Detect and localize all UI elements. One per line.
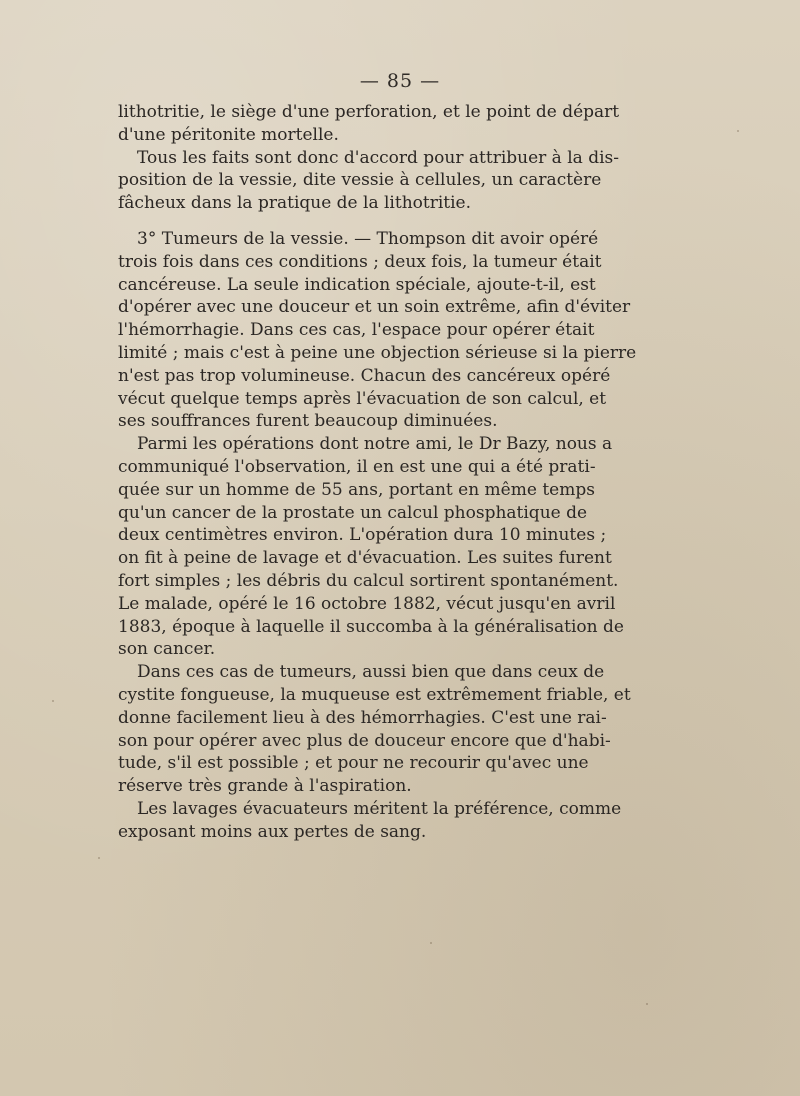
text-line: fort simples ; les débris du calcul sortirent spontanément. — [118, 570, 619, 591]
text-line: réserve très grande à l'aspiration. — [118, 776, 412, 797]
text-line: exposant moins aux pertes de sang. — [118, 821, 427, 842]
text-line: ses souffrances furent beaucoup diminuées. — [118, 411, 498, 432]
text-line: limité ; mais c'est à peine une objection sérieuse si la pierre — [118, 342, 637, 363]
text-line: quée sur un homme de 55 ans, portant en même temps — [118, 479, 595, 500]
text-line: deux centimètres environ. L'opération dura 10 minutes ; — [118, 525, 607, 546]
text-line: cancéreuse. La seule indication spéciale, ajoute-t-il, est — [118, 274, 596, 295]
text-line: d'opérer avec une douceur et un soin extrême, afin d'éviter — [118, 297, 631, 318]
text-line: communiqué l'observation, il en est une qui a été prati- — [118, 456, 596, 477]
paper-speck — [646, 1003, 648, 1005]
paper-speck — [430, 942, 432, 944]
text-line: Les lavages évacuateurs méritent la préférence, comme — [137, 798, 622, 819]
text-line: 1883, époque à laquelle il succomba à la généralisation de — [118, 616, 624, 637]
text-line: 3° Tumeurs de la vessie. — Thompson dit avoir opéré — [137, 228, 599, 249]
text-line: cystite fongueuse, la muqueuse est extrêmement friable, et — [118, 684, 631, 705]
text-line: Dans ces cas de tumeurs, aussi bien que dans ceux de — [137, 662, 605, 683]
body-text — [118, 101, 637, 844]
section-gap — [118, 215, 584, 228]
text-line: l'hémorrhagie. Dans ces cas, l'espace pour opérer était — [118, 320, 595, 341]
text-line: donne facilement lieu à des hémorrhagies. C'est une rai- — [118, 707, 607, 728]
text-line: son pour opérer avec plus de douceur encore que d'habi- — [118, 730, 611, 751]
paper-speck — [98, 857, 100, 859]
paper-speck — [52, 700, 54, 702]
text-line: Tous les faits sont donc d'accord pour attribuer à la dis- — [137, 147, 619, 168]
text-line: vécut quelque temps après l'évacuation de son calcul, et — [118, 388, 607, 409]
text-line: Le malade, opéré le 16 octobre 1882, vécut jusqu'en avril — [118, 593, 616, 614]
text-line: d'une péritonite mortelle. — [118, 124, 339, 145]
paper-speck — [737, 130, 739, 132]
text-line: tude, s'il est possible ; et pour ne recourir qu'avec une — [118, 753, 589, 774]
text-line: lithotritie, le siège d'une perforation, et le point de départ — [118, 102, 620, 122]
text-line: n'est pas trop volumineuse. Chacun des cancéreux opéré — [118, 365, 611, 386]
text-line: trois fois dans ces conditions ; deux fois, la tumeur était — [118, 251, 602, 272]
text-line: son cancer. — [118, 639, 216, 660]
text-line: Parmi les opérations dont notre ami, le Dr Bazy, nous a — [137, 434, 613, 455]
text-line: on fit à peine de lavage et d'évacuation. Les suites furent — [118, 548, 612, 569]
page-number: — 85 — — [359, 70, 441, 92]
text-line: position de la vessie, dite vessie à cellules, un caractère — [118, 170, 602, 191]
text-line: qu'un cancer de la prostate un calcul phosphatique de — [118, 502, 588, 523]
text-line: fâcheux dans la pratique de la lithotritie. — [118, 193, 472, 214]
